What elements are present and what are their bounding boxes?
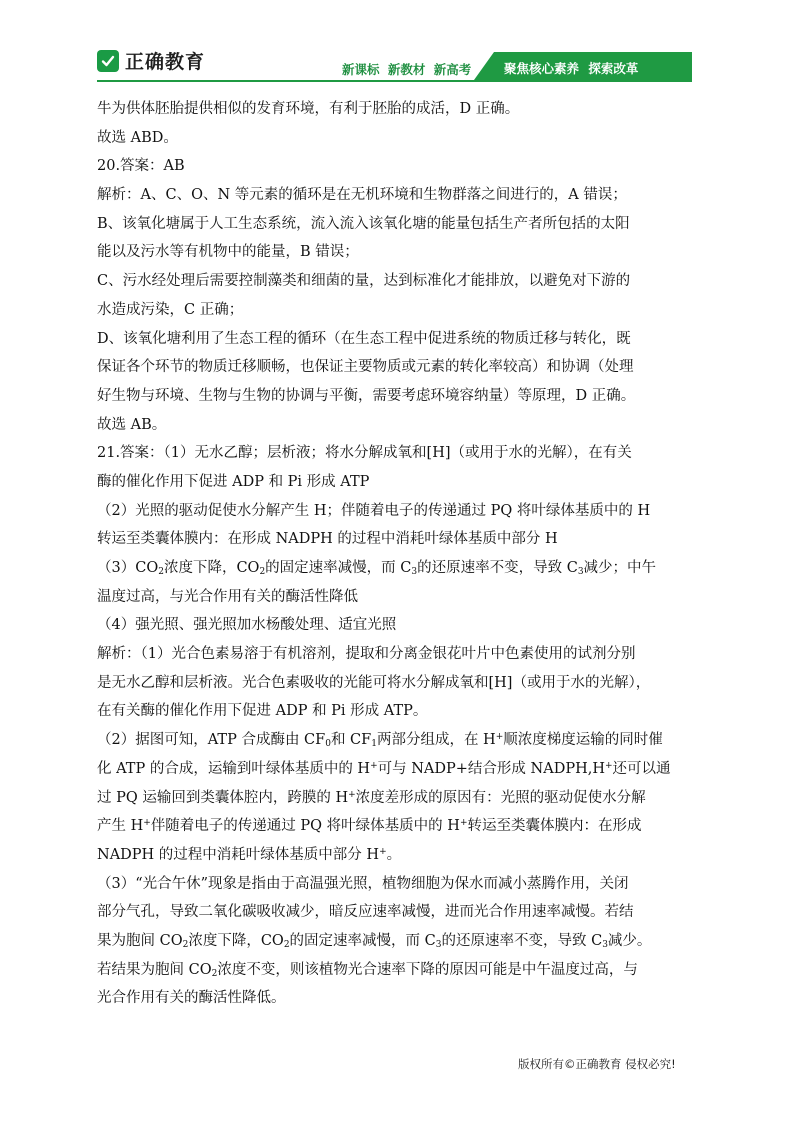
text-line [97,697,707,726]
text-line [97,95,707,124]
header-banner-text: 聚焦核心素养 探索改革 [504,61,639,76]
header-divider [97,80,692,82]
text-run: 转运至类囊体膜内：在形成 NADPH 的过程中消耗叶绿体基质中部分 H [97,531,558,548]
subscript: 3 [435,939,442,950]
text-run: 两部分组成，在 H [376,732,496,749]
text-line [97,353,707,382]
text-run: 果为胞间 CO [97,932,183,949]
subscript: 3 [602,939,608,950]
text-run: 保证各个环节的物质迁移顺畅，也保证主要物质或元素的转化率较高）和协调（处理 [97,359,634,376]
text-line [97,784,707,813]
text-run: 的还原速率不变，导致 C [417,560,578,576]
text-run: 水造成污染，C 正确； [97,301,244,318]
text-run: 温度过高，与光合作用有关的酶活性降低 [97,588,358,605]
header-tagline: 新课标 新教材 新高考 [342,62,472,77]
text-run: 转运至类囊体膜内：在形成 [467,818,642,835]
superscript: + [370,760,378,771]
text-run: 的固定速率减慢，而 C [289,932,436,949]
text-run: 20.答案：AB [97,158,185,175]
text-line [97,181,707,210]
text-run: （3）CO [97,560,159,576]
text-run: 伴随着电子的传递通过 PQ 将叶绿体基质中的 H [150,818,460,835]
text-run: 酶的催化作用下促进 ADP 和 Pi 形成 ATP [97,473,370,490]
text-run: 故选 AB。 [97,416,167,433]
text-run: 的还原速率不变，导致 C [441,932,603,949]
text-run: 浓度下降，CO [188,932,284,949]
text-run: （2）光照的驱动促使水分解产生 H；伴随着电子的传递通过 PQ 将叶绿体基质中的 H [97,502,651,519]
superscript: + [604,760,613,771]
subscript: 2 [283,939,290,950]
text-run: 浓度不变，则该植物光合速率下降的原因可能是中午温度过高，与 [217,961,638,978]
subscript: 0 [325,739,331,750]
text-run: 牛为供体胚胎提供相似的发育环境，有利于胚胎的成活，D 正确。 [97,101,520,117]
superscript: + [143,818,151,829]
text-line [97,870,707,899]
subscript: 2 [182,939,189,950]
text-run: NADPH 的过程中消耗叶绿体基质中部分 H [97,846,380,863]
text-run: 解析：A、C、O、N 等元素的循环是在无机环境和生物群落之间进行的，A 错误； [97,187,627,204]
superscript: + [495,732,504,743]
text-run: 化 ATP 的合成，运输到叶绿体基质中的 H [97,760,371,777]
text-run: 可与 NADP+结合形成 NADPH,H [377,760,605,777]
text-line [97,238,707,267]
text-run: 浓度下降，CO [163,560,260,576]
text-run: 故选 ABD。 [97,129,178,146]
text-line [97,497,707,526]
text-run: 在有关酶的催化作用下促进 ADP 和 Pi 形成 ATP。 [97,703,428,720]
checkmark-icon [97,50,119,72]
text-line [97,468,707,497]
text-run: 浓度差形成的原因有：光照的驱动促使水分解 [355,789,646,806]
subscript: 2 [259,567,266,577]
text-run: 减少。 [607,932,652,949]
text-run: 和 CF [330,732,372,749]
text-line [97,439,707,468]
text-run: 还可以通 [612,760,671,777]
text-run: 能以及污水等有机物中的能量，B 错误； [97,244,359,261]
brand-logo [97,47,205,74]
text-line [97,124,707,153]
answer-body [97,95,707,1013]
text-run: 顺浓度梯度运输的同时催 [503,732,663,749]
subscript: 1 [371,739,377,750]
text-run: 若结果为胞间 CO [97,961,212,978]
text-line [97,411,707,440]
text-run: 好生物与环境、生物与生物的协调与平衡，需要考虑环境容纳量）等原理，D 正确。 [97,387,636,404]
text-run: B、该氧化塘属于人工生态系统，流入流入该氧化塘的能量包括生产者所包括的太阳 [97,215,630,232]
superscript: + [379,846,387,857]
text-run: （4）强光照、强光照加水杨酸处理、适宜光照 [97,617,397,634]
text-line [97,325,707,354]
text-run: C、污水经处理后需要控制藻类和细菌的量，达到标准化才能排放，以避免对下游的 [97,273,631,290]
text-line [97,812,707,841]
superscript: + [459,818,468,829]
text-line [97,525,707,554]
text-line [97,296,707,325]
text-run: 光合作用有关的酶活性降低。 [97,990,286,1007]
text-run: 减少；中午 [583,560,657,576]
text-line [97,984,707,1013]
text-run: 21.答案：（1）无水乙醇；层析液；将水分解成氧和[H]（或用于水的光解），在有关 [97,445,632,462]
text-run: 。 [386,846,402,863]
text-line [97,583,707,612]
subscript: 3 [411,567,418,577]
page-header [0,0,800,82]
copyright-footer: 版权所有©正确教育 侵权必究! [518,1057,676,1071]
text-line [97,898,707,927]
text-line [97,726,707,755]
text-run: （3）“光合午休”现象是指由于高温强光照，植物细胞为保水而减小蒸腾作用，关闭 [97,875,629,892]
subscript: 2 [211,968,218,979]
text-line [97,554,707,583]
text-line [97,640,707,669]
text-line [97,210,707,239]
subscript: 2 [158,567,164,577]
subscript: 3 [577,567,584,577]
text-run: 是无水乙醇和层析液。光合色素吸收的光能可将水分解成氧和[H]（或用于水的光解）， [97,674,651,691]
text-run: 产生 H [97,818,144,835]
text-run: 部分气孔，导致二氧化碳吸收减少，暗反应速率减慢，进而光合作用速率减慢。若结 [97,904,634,921]
text-line [97,152,707,181]
text-line [97,841,707,870]
text-line [97,669,707,698]
text-line [97,927,707,956]
text-run: 解析：（1）光合色素易溶于有机溶剂，提取和分离金银花叶片中色素使用的试剂分别 [97,646,636,663]
text-run: D、该氧化塘利用了生态工程的循环（在生态工程中促进系统的物质迁移与转化，既 [97,330,631,347]
text-run: 过 PQ 运输回到类囊体腔内，跨膜的 H [97,789,349,806]
text-line [97,956,707,985]
text-run: （2）据图可知，ATP 合成酶由 CF [97,732,326,749]
superscript: + [348,789,356,800]
text-line [97,611,707,640]
text-line [97,267,707,296]
brand-name: 正确教育 [125,51,206,73]
text-run: 的固定速率减慢，而 C [265,560,412,576]
text-line [97,755,707,784]
text-line [97,382,707,411]
